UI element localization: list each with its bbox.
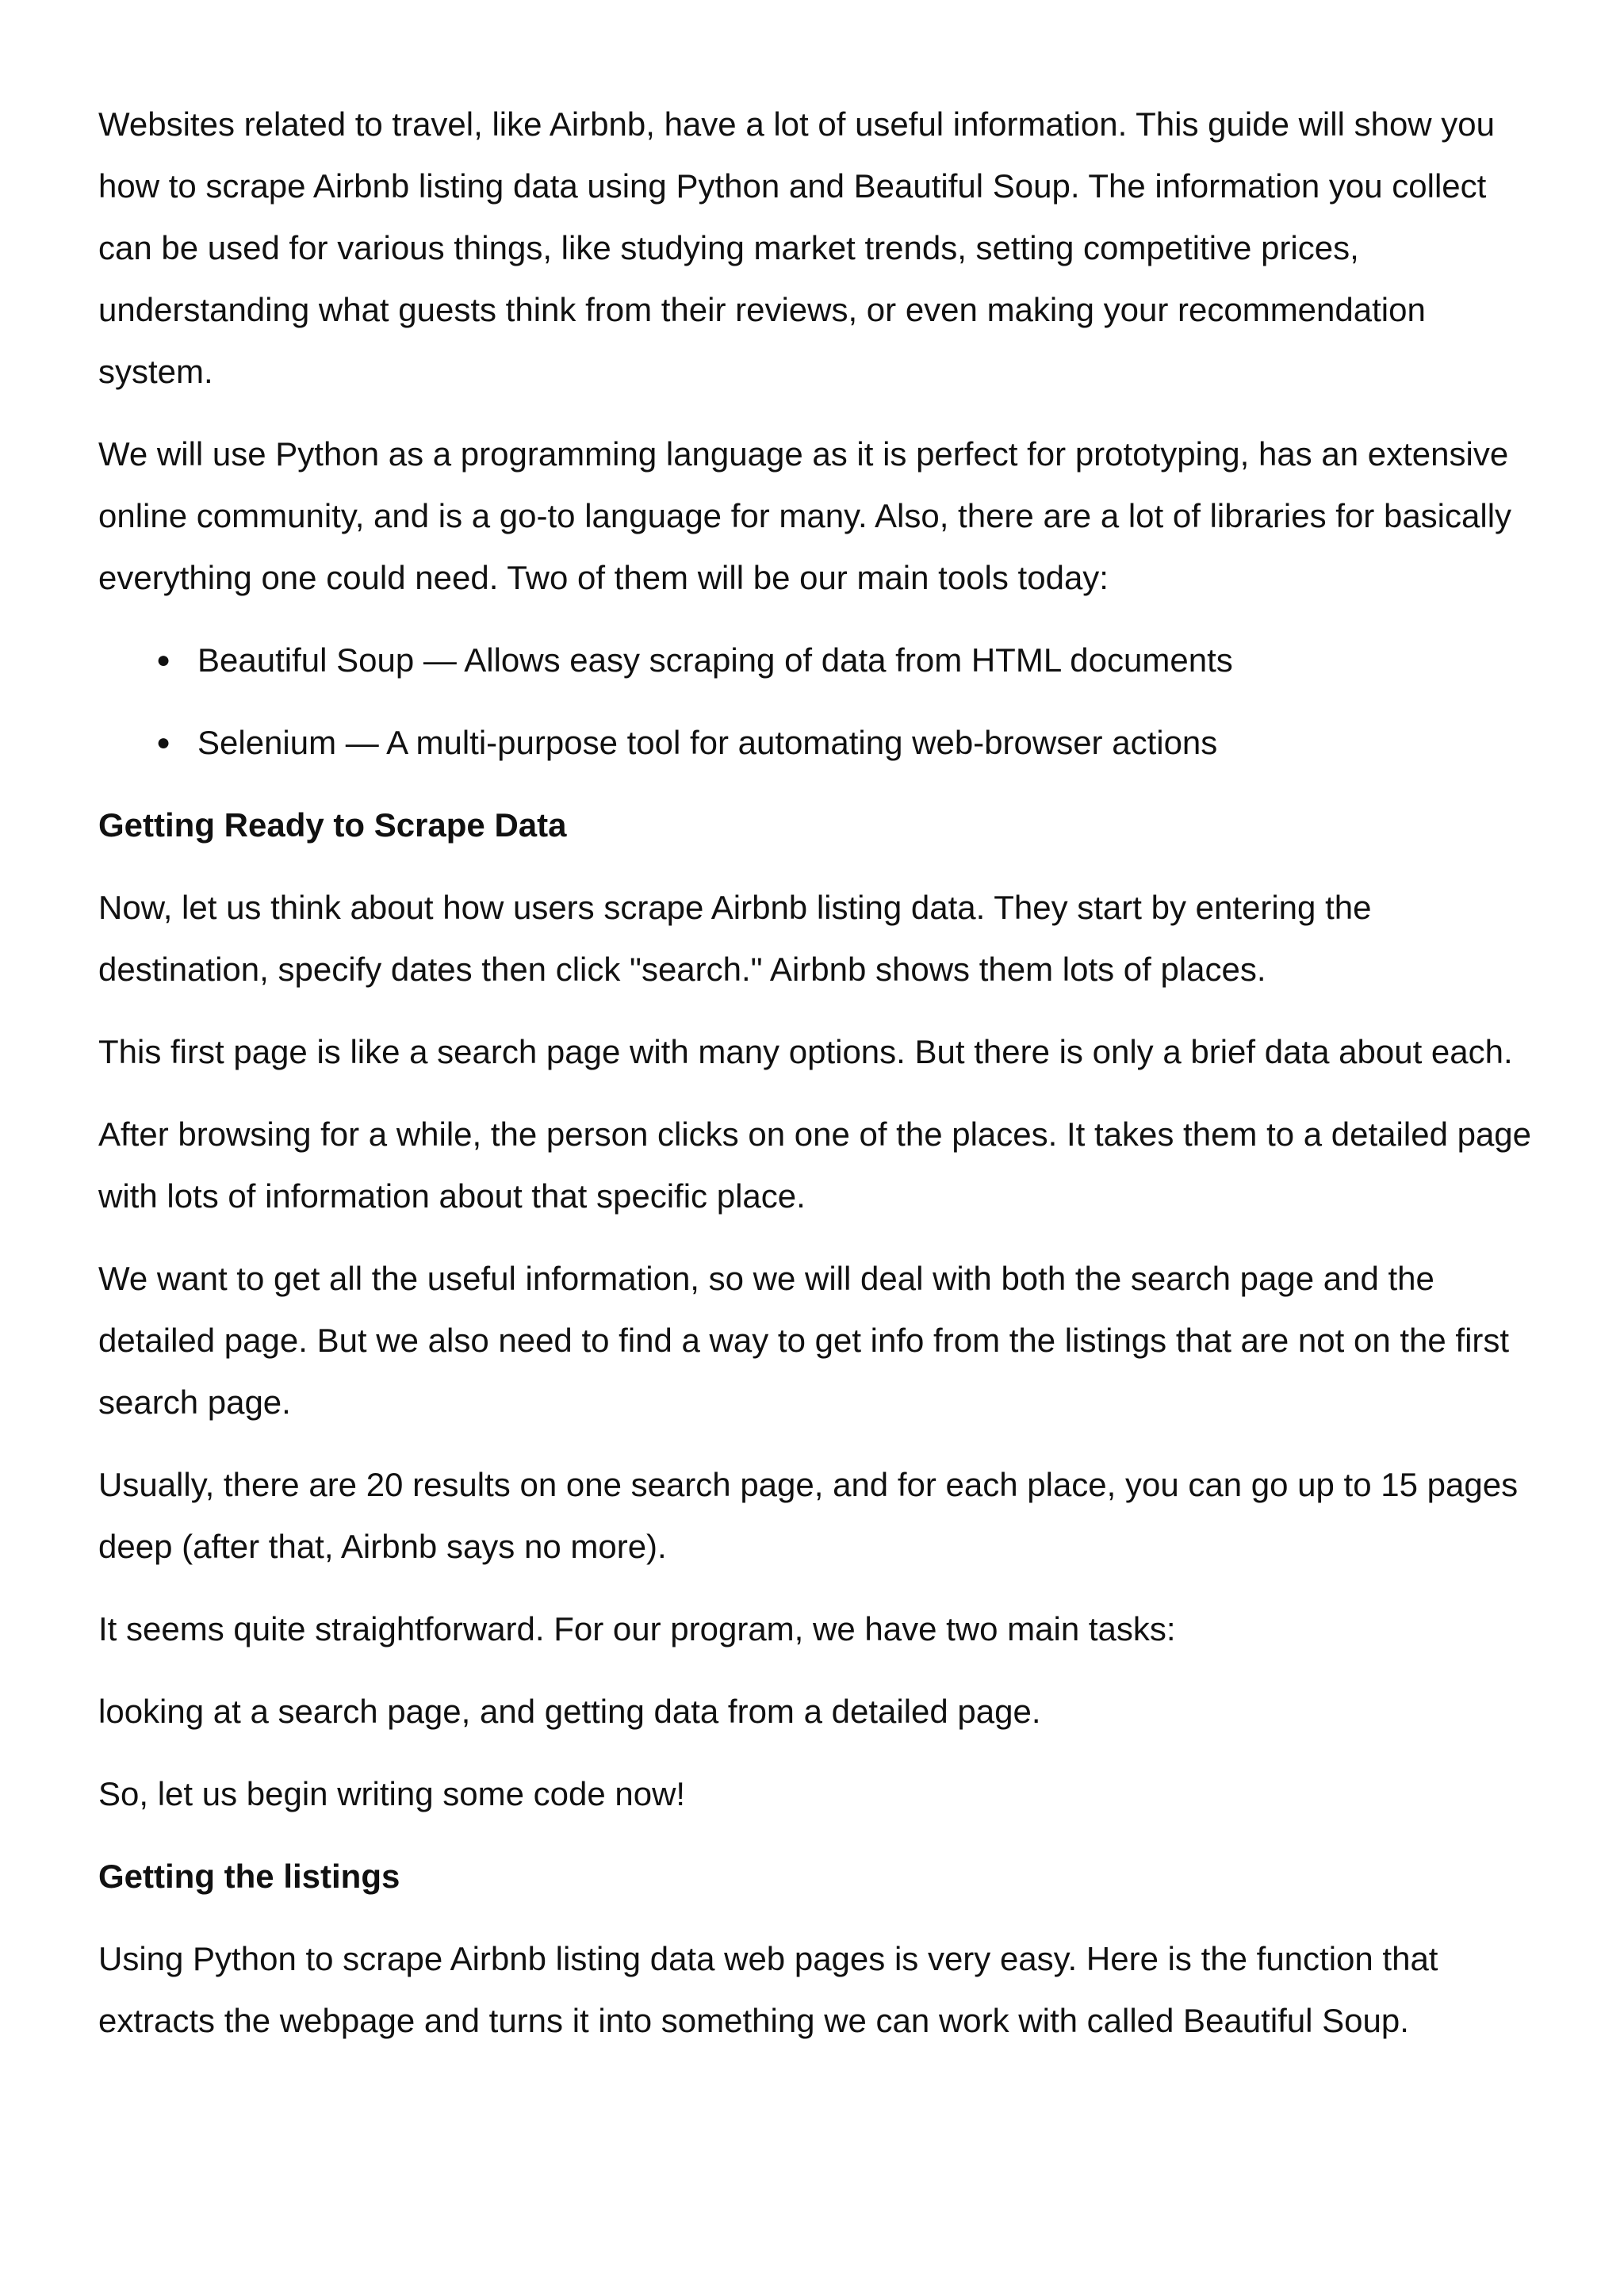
getting-listings-paragraph-1: Using Python to scrape Airbnb listing data web pages is very easy. Here is the function that extracts the webpage and turns it into something we can work with called Beautiful Soup. bbox=[98, 1940, 1438, 2039]
intro-paragraph-2: We will use Python as a programming language as it is perfect for prototyping, has an extensive online community, and is a go-to language for many. Also, there are a lot of libraries for basically everything one could need. Two of them will be our main tools today: bbox=[98, 435, 1512, 596]
section-heading-getting-listings: Getting the listings bbox=[98, 1858, 400, 1895]
bullet-icon: ● bbox=[156, 729, 171, 756]
getting-ready-paragraph-8: So, let us begin writing some code now! bbox=[98, 1775, 686, 1812]
tool-text: Beautiful Soup — Allows easy scraping of data from HTML documents bbox=[197, 641, 1233, 679]
getting-ready-paragraph-7: looking at a search page, and getting data from a detailed page. bbox=[98, 1693, 1041, 1730]
tool-item-selenium bbox=[156, 712, 1537, 774]
bullet-icon: ● bbox=[156, 647, 171, 673]
tool-item-beautiful-soup bbox=[156, 629, 1537, 691]
tools-list bbox=[98, 629, 1537, 774]
section-heading-getting-ready: Getting Ready to Scrape Data bbox=[98, 806, 567, 844]
getting-ready-paragraph-3: After browsing for a while, the person clicks on one of the places. It takes them to a detailed page with lots of information about that specific place. bbox=[98, 1115, 1532, 1215]
getting-ready-paragraph-4: We want to get all the useful information, so we will deal with both the search page and the detailed page. But we also need to find a way to get info from the listings that are not on the first search page. bbox=[98, 1260, 1510, 1421]
getting-ready-paragraph-6: It seems quite straightforward. For our program, we have two main tasks: bbox=[98, 1610, 1176, 1647]
getting-ready-paragraph-2: This first page is like a search page with many options. But there is only a brief data about each. bbox=[98, 1033, 1513, 1070]
getting-ready-paragraph-1: Now, let us think about how users scrape Airbnb listing data. They start by entering the destination, specify dates then click "search." Airbnb shows them lots of places. bbox=[98, 889, 1372, 988]
intro-paragraph-1: Websites related to travel, like Airbnb, have a lot of useful information. This guide will show you how to scrape Airbnb listing data using Python and Beautiful Soup. The information you collect can be used for various things, like studying market trends, setting competitive prices, understanding what guests think from their reviews, or even making your recommendation system. bbox=[98, 105, 1496, 390]
tool-text: Selenium — A multi-purpose tool for automating web-browser actions bbox=[197, 724, 1218, 761]
getting-ready-paragraph-5: Usually, there are 20 results on one search page, and for each place, you can go up to 15 pages deep (after that, Airbnb says no more). bbox=[98, 1466, 1519, 1565]
